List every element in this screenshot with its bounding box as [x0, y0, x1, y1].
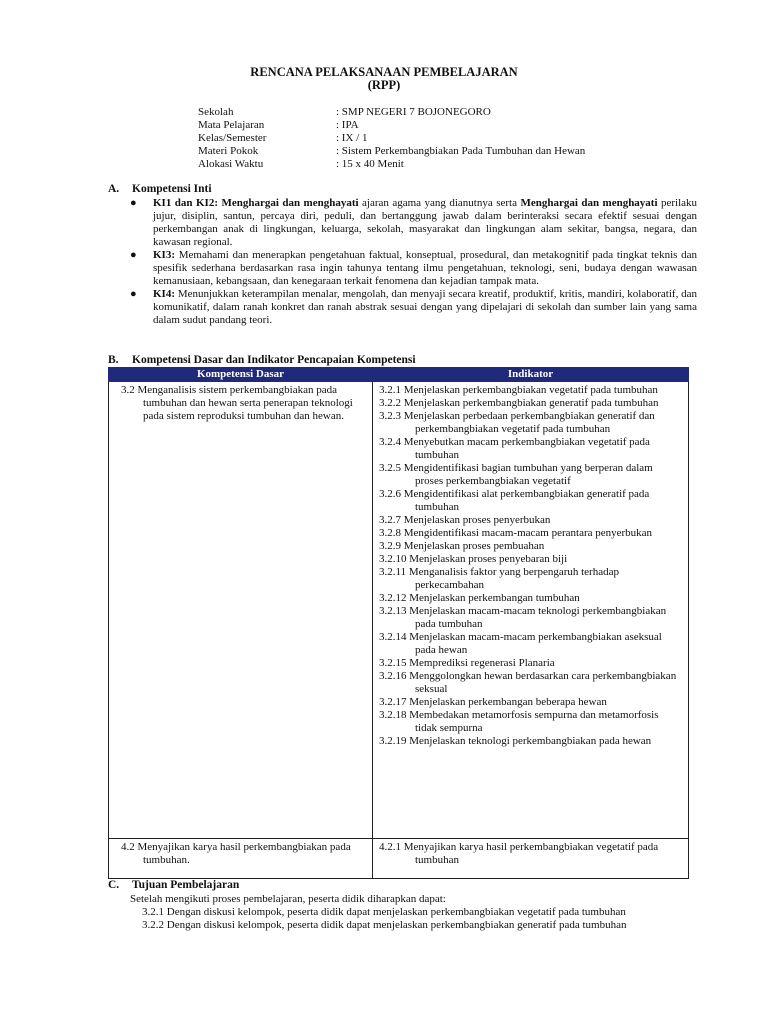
- identity-row-time: [198, 158, 585, 171]
- objective-item: 3.2.2 Dengan diskusi kelompok, peserta didik dapat menjelaskan perkembangbiakan generatif pada tumbuhan: [142, 919, 627, 931]
- identity-value: : 15 x 40 Menit: [336, 158, 404, 170]
- indicator-item: 4.2.1 Menyajikan karya hasil perkembangbiakan vegetatif pada tumbuhan: [379, 841, 659, 866]
- ki12-emphasis: Menghargai dan menghayati: [221, 197, 359, 209]
- identity-label: Mata Pelajaran: [198, 119, 265, 131]
- identity-row-class: [198, 132, 585, 145]
- identity-block: [198, 106, 585, 171]
- table-header-row: [109, 368, 689, 382]
- indicator-item: 3.2.1 Menjelaskan perkembangbiakan vegetatif pada tumbuhan: [379, 384, 658, 396]
- ki12-label: KI1 dan KI2:: [153, 197, 218, 209]
- bullet-icon: ●: [130, 197, 137, 209]
- bullet-icon: ●: [130, 288, 137, 300]
- kd-cell: [109, 382, 373, 839]
- document-subtitle: (RPP): [367, 78, 401, 92]
- indicator-item: 3.2.16 Menggolongkan hewan berdasarkan cara perkembangbiakan seksual: [379, 670, 677, 695]
- identity-value: : IX / 1: [336, 132, 368, 144]
- section-number: B.: [108, 354, 119, 366]
- table-row: [109, 839, 689, 879]
- indicator-item: 3.2.7 Menjelaskan proses penyerbukan: [379, 514, 551, 526]
- indicator-item: 3.2.5 Mengidentifikasi bagian tumbuhan yang berperan dalam proses perkembangbiakan vegetatif: [379, 462, 653, 487]
- section-number: A.: [108, 183, 120, 195]
- section-a-heading: [108, 183, 212, 196]
- identity-label: Alokasi Waktu: [198, 158, 264, 170]
- identity-value: : Sistem Perkembangbiakan Pada Tumbuhan dan Hewan: [336, 145, 586, 157]
- ki12-emphasis-2: Menghargai dan menghayati: [520, 197, 658, 209]
- column-header-kd: Kompetensi Dasar: [109, 368, 373, 382]
- identity-row-subject: [198, 119, 585, 132]
- indicator-cell: [373, 839, 689, 879]
- indicator-item: 3.2.17 Menjelaskan perkembangan beberapa hewan: [379, 696, 607, 708]
- ki12-item: [130, 197, 697, 249]
- identity-label: Sekolah: [198, 106, 234, 118]
- core-competency-list: [130, 197, 697, 327]
- indicator-item: 3.2.10 Menjelaskan proses penyebaran biji: [379, 553, 568, 565]
- indicator-item: 3.2.13 Menjelaskan macam-macam teknologi perkembangbiakan pada tumbuhan: [379, 605, 667, 630]
- section-c-heading: [108, 879, 239, 892]
- ki3-text: Memahami dan menerapkan pengetahuan faktual, konseptual, prosedural, dan metakognitif pada tingkat teknis dan spesifik sederhana berdasarkan rasa ingin tahunya tentang ilmu pengetahuan, teknologi, seni, budaya dengan wawasan kemanusiaan, kebangsaan, dan kenegaraan terkait fenomena dan kejadian tampak mata.: [153, 249, 697, 287]
- indicator-item: 3.2.18 Membedakan metamorfosis sempurna dan metamorfosis tidak sempurna: [379, 709, 659, 734]
- indicator-item: 3.2.2 Menjelaskan perkembangbiakan generatif pada tumbuhan: [379, 397, 659, 409]
- indicator-item: 3.2.6 Mengidentifikasi alat perkembangbiakan generatif pada tumbuhan: [379, 488, 650, 513]
- indicator-item: 3.2.8 Mengidentifikasi macam-macam perantara penyerbukan: [379, 527, 653, 539]
- section-title: Kompetensi Dasar dan Indikator Pencapaian Kompetensi: [132, 354, 416, 366]
- column-header-indicator: Indikator: [373, 368, 689, 382]
- ki3-label: KI3:: [153, 249, 175, 261]
- indicator-item: 3.2.15 Memprediksi regenerasi Planaria: [379, 657, 555, 669]
- section-title: Tujuan Pembelajaran: [132, 879, 240, 891]
- indicator-item: 3.2.19 Menjelaskan teknologi perkembangbiakan pada hewan: [379, 735, 652, 747]
- identity-row-school: [198, 106, 585, 119]
- indicator-item: 3.2.9 Menjelaskan proses pembuahan: [379, 540, 545, 552]
- indicator-item: 3.2.3 Menjelaskan perbedaan perkembangbiakan generatif dan perkembangbiakan vegetatif pada tumbuhan: [379, 410, 655, 435]
- identity-label: Materi Pokok: [198, 145, 259, 157]
- indicator-cell: [373, 382, 689, 839]
- ki12-text: ajaran agama yang dianutnya serta: [362, 197, 517, 209]
- kd-text: 3.2 Menganalisis sistem perkembangbiakan pada tumbuhan dan hewan serta penerapan teknologi pada sistem reproduksi tumbuhan dan hewan.: [121, 384, 353, 422]
- section-b-heading: [108, 354, 416, 367]
- indicator-item: 3.2.4 Menyebutkan macam perkembangbiakan vegetatif pada tumbuhan: [379, 436, 650, 461]
- objectives-intro: Setelah mengikuti proses pembelajaran, peserta didik diharapkan dapat:: [130, 893, 446, 905]
- bullet-icon: ●: [130, 249, 137, 261]
- indicator-item: 3.2.12 Menjelaskan perkembangan tumbuhan: [379, 592, 580, 604]
- objective-item: 3.2.1 Dengan diskusi kelompok, peserta didik dapat menjelaskan perkembangbiakan vegetatif pada tumbuhan: [142, 906, 626, 918]
- identity-value: : IPA: [336, 119, 359, 131]
- ki4-label: KI4:: [153, 288, 175, 300]
- section-title: Kompetensi Inti: [132, 183, 212, 195]
- ki4-text: Menunjukkan keterampilan menalar, mengolah, dan menyaji secara kreatif, produktif, kritis, mandiri, kolaboratif, dan komunikatif, dalam ranah konkret dan ranah abstrak sesuai dengan yang dipelajari di sekolah dan sumber lain yang sama dalam sudut pandang teori.: [153, 288, 698, 326]
- section-number: C.: [108, 879, 120, 891]
- kd-cell: [109, 839, 373, 879]
- identity-label: Kelas/Semester: [198, 132, 267, 144]
- identity-row-topic: [198, 145, 585, 158]
- ki12-text-2: perilaku jujur, disiplin, santun, percaya diri, peduli, dan bertanggung jawab dalam berinteraksi secara efektif sesuai dengan perkembangan anak di lingkungan, keluarga, sekolah, masyarakat dan lingkungan alam sekitar, bangsa, negara, dan kawasan regional.: [153, 197, 698, 248]
- document-title: RENCANA PELAKSANAAN PEMBELAJARAN: [250, 65, 518, 79]
- identity-value: : SMP NEGERI 7 BOJONEGORO: [336, 106, 491, 118]
- competency-table: [108, 367, 689, 879]
- ki4-item: [130, 288, 697, 327]
- ki3-item: [130, 249, 697, 288]
- indicator-item: 3.2.11 Menganalisis faktor yang berpengaruh terhadap perkecambahan: [379, 566, 619, 591]
- learning-objectives: [130, 893, 710, 932]
- kd-text: 4.2 Menyajikan karya hasil perkembangbiakan pada tumbuhan.: [121, 841, 351, 866]
- table-row: [109, 382, 689, 839]
- indicator-item: 3.2.14 Menjelaskan macam-macam perkembangbiakan aseksual pada hewan: [379, 631, 662, 656]
